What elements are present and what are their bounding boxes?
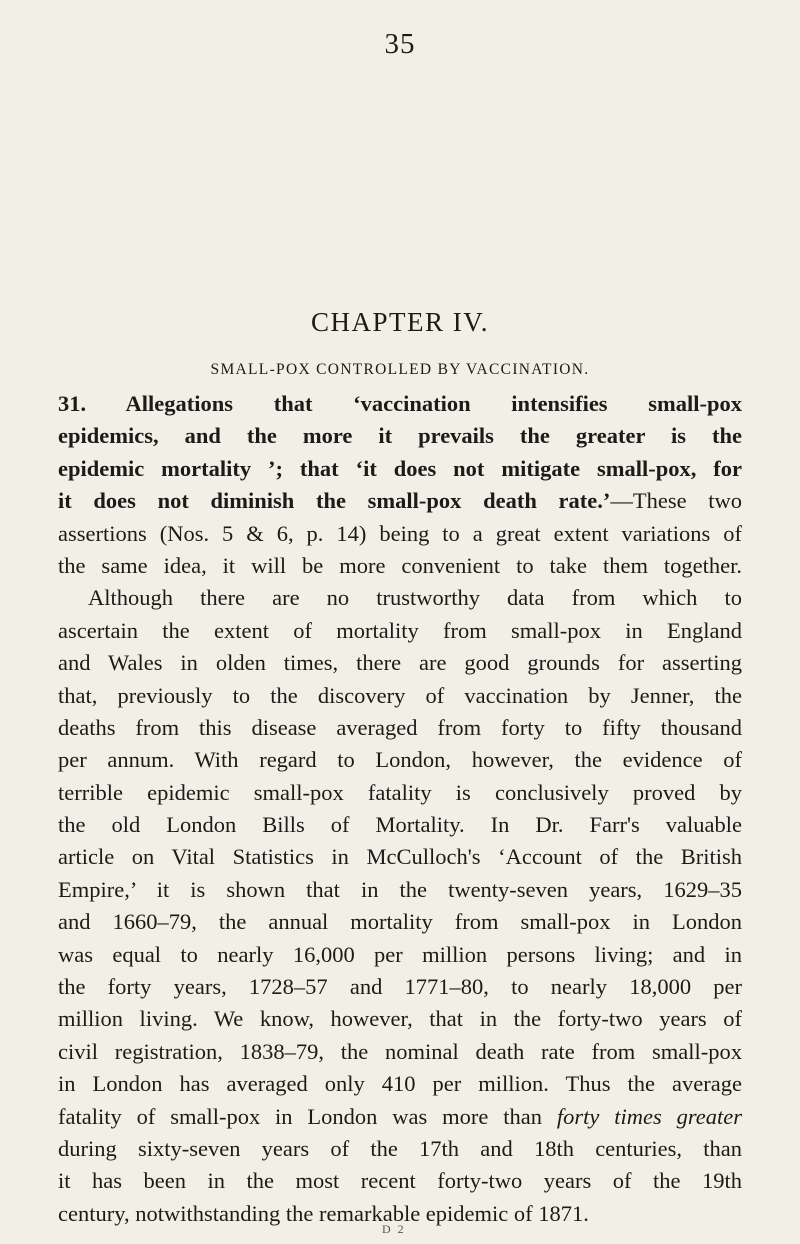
text-line: 31. Allegations that ‘vaccination intensifies small-pox — [58, 391, 742, 416]
text-line: assertions (Nos. 5 & 6, p. 14) being to a great extent variations of — [58, 520, 742, 546]
text-line: per annum. With regard to London, however, the evidence of — [58, 747, 742, 773]
text-line: article on Vital Statistics in McCulloch's ‘Account of the British — [58, 844, 742, 870]
body-text — [58, 388, 742, 1230]
text-line: the same idea, it will be more convenient to take them together. — [58, 552, 742, 578]
text-line: the forty years, 1728–57 and 1771–80, to nearly 18,000 per — [58, 974, 742, 1000]
text-line: it does not diminish the small-pox death rate.’—These two — [58, 488, 742, 514]
text-line: that, previously to the discovery of vaccination by Jenner, the — [58, 682, 742, 708]
text-line: million living. We know, however, that in the forty-two years of — [58, 1006, 742, 1032]
text-line: and 1660–79, the annual mortality from small-pox in London — [58, 909, 742, 935]
text-line: Although there are no trustworthy data from which to — [88, 585, 742, 611]
text-line: and Wales in olden times, there are good grounds for asserting — [58, 650, 742, 676]
text-line: century, notwithstanding the remarkable epidemic of 1871. — [58, 1200, 589, 1226]
signature-mark: D 2 — [382, 1222, 406, 1236]
text-line: fatality of small-pox in London was more than forty times greater — [58, 1103, 742, 1129]
text-line: it has been in the most recent forty-two years of the 19th — [58, 1168, 742, 1194]
page-number: 35 — [384, 28, 416, 60]
text-line: in London has averaged only 410 per million. Thus the average — [58, 1071, 742, 1097]
chapter-title: CHAPTER IV. — [310, 307, 490, 337]
text-line: epidemic mortality ’; that ‘it does not mitigate small-pox, for — [58, 455, 742, 481]
text-line: Empire,’ it is shown that in the twenty-seven years, 1629–35 — [58, 876, 742, 902]
text-line: deaths from this disease averaged from forty to fifty thousand — [58, 714, 742, 740]
text-line: epidemics, and the more it prevails the greater is the — [58, 423, 742, 449]
text-line: civil registration, 1838–79, the nominal death rate from small-pox — [58, 1038, 742, 1064]
text-line: was equal to nearly 16,000 per million persons living; and in — [58, 941, 742, 967]
text-line: terrible epidemic small-pox fatality is conclusively proved by — [58, 779, 742, 805]
text-line: ascertain the extent of mortality from small-pox in England — [58, 617, 742, 643]
chapter-subtitle: SMALL-POX CONTROLLED BY VACCINATION. — [210, 361, 590, 378]
text-line: during sixty-seven years of the 17th and 18th centuries, than — [58, 1135, 742, 1161]
text-line: the old London Bills of Mortality. In Dr. Farr's valuable — [58, 812, 742, 838]
